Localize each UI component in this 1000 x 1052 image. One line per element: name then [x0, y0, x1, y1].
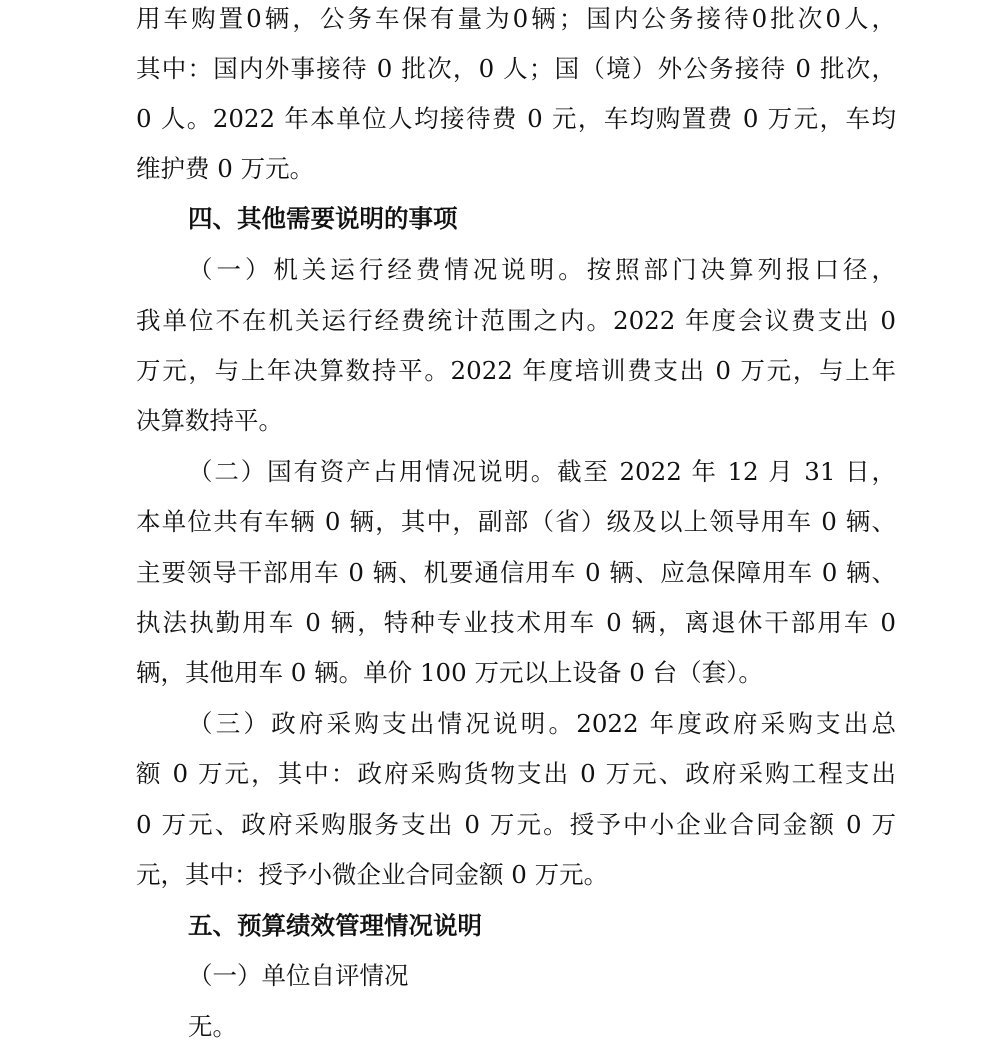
body-text-line: 主要领导干部用车 0 辆、机要通信用车 0 辆、应急保障用车 0 辆、 — [136, 558, 896, 587]
subsection-self-evaluation-heading: （一）单位自评情况 — [188, 961, 409, 990]
subsection-procurement-text: （三）政府采购支出情况说明。2022 年度政府采购支出总 — [188, 709, 896, 738]
section-heading-performance-management: 五、预算绩效管理情况说明 — [188, 911, 482, 940]
body-text-line: 其中：国内外事接待 0 批次，0 人；国（境）外公务接待 0 批次， — [136, 54, 896, 83]
subsection-state-assets-text: （二）国有资产占用情况说明。截至 2022 年 12 月 31 日， — [188, 457, 896, 486]
body-text-line: 辆，其他用车 0 辆。单价 100 万元以上设备 0 台（套）。 — [136, 658, 763, 687]
body-text-line: 决算数持平。 — [136, 406, 283, 435]
body-text-line: 用车购置0辆，公务车保有量为0辆；国内公务接待0批次0人， — [136, 4, 896, 33]
body-text-line: 0 人。2022 年本单位人均接待费 0 元，车均购置费 0 万元，车均 — [136, 104, 896, 133]
subsection-operating-funds-text: （一）机关运行经费情况说明。按照部门决算列报口径， — [188, 255, 896, 284]
body-text-line: 0 万元、政府采购服务支出 0 万元。授予中小企业合同金额 0 万 — [136, 810, 896, 839]
body-text-line: 无。 — [188, 1012, 237, 1041]
body-text-line: 万元，与上年决算数持平。2022 年度培训费支出 0 万元，与上年 — [136, 356, 896, 385]
body-text-line: 本单位共有车辆 0 辆，其中，副部（省）级及以上领导用车 0 辆、 — [136, 507, 896, 536]
body-text-line: 我单位不在机关运行经费统计范围之内。2022 年度会议费支出 0 — [136, 306, 896, 335]
section-heading-other-matters: 四、其他需要说明的事项 — [188, 204, 458, 233]
body-text-line: 执法执勤用车 0 辆，特种专业技术用车 0 辆，离退休干部用车 0 — [136, 608, 896, 637]
body-text-line: 元，其中：授予小微企业合同金额 0 万元。 — [136, 860, 609, 889]
body-text-line: 额 0 万元，其中：政府采购货物支出 0 万元、政府采购工程支出 — [136, 759, 896, 788]
body-text-line: 维护费 0 万元。 — [136, 154, 315, 183]
